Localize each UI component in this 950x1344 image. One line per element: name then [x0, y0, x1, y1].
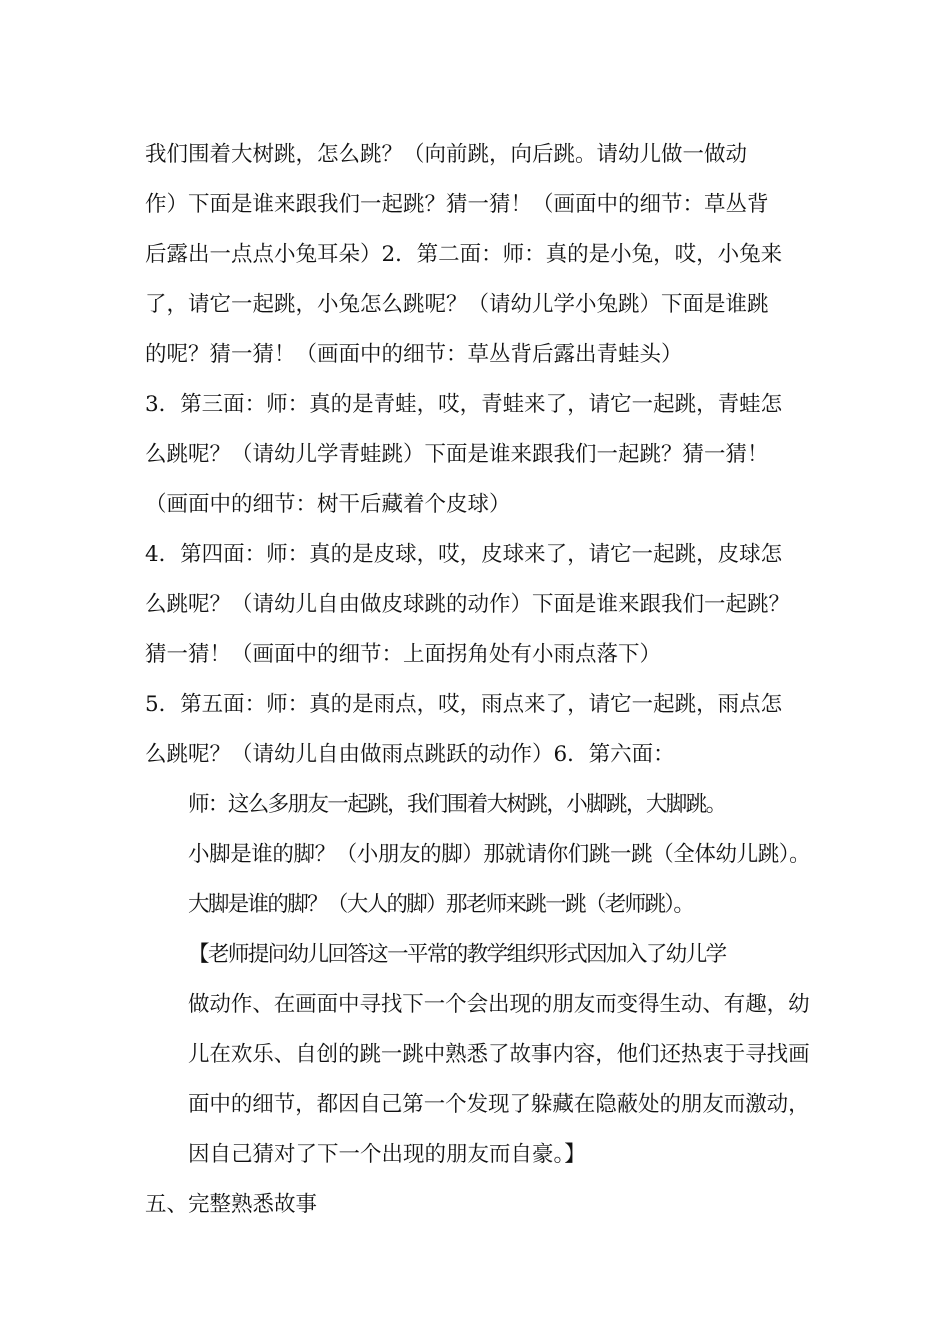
paragraph — [145, 530, 810, 680]
text-line: 后露出一点点小兔耳朵）2．第二面：师：真的是小兔，哎，小兔来 — [145, 242, 783, 267]
paragraph — [145, 780, 810, 880]
text-line: 了，请它一起跳，小兔怎么跳呢？（请幼儿学小兔跳）下面是谁跳 — [145, 292, 769, 317]
text-line: 大脚是谁的脚？（大人的脚）那老师来跳一跳（老师跳）。 — [188, 892, 694, 917]
text-line: 儿在欢乐、自创的跳一跳中熟悉了故事内容，他们还热衷于寻找画 — [188, 1042, 810, 1067]
paragraph — [145, 380, 810, 530]
text-line: 的呢？猜一猜！（画面中的细节：草丛背后露出青蛙头） — [145, 342, 683, 367]
text-line: 作）下面是谁来跟我们一起跳？猜一猜！（画面中的细节：草丛背 — [145, 192, 769, 217]
text-line: 4．第四面：师：真的是皮球，哎，皮球来了，请它一起跳，皮球怎 — [145, 542, 783, 567]
text-line: 猜一猜！（画面中的细节：上面拐角处有小雨点落下） — [145, 642, 662, 667]
text-line: 五、完整熟悉故事 — [145, 1192, 318, 1217]
text-line: 小脚是谁的脚？（小朋友的脚）那就请你们跳一跳（全体幼儿跳）。 — [188, 842, 811, 867]
text-line: 【老师提问幼儿回答这一平常的教学组织形式因加入了幼儿学 — [188, 942, 726, 967]
paragraph — [145, 880, 810, 930]
text-line: 因自己猜对了下一个出现的朋友而自豪。】 — [188, 1142, 586, 1167]
text-line: 3．第三面：师：真的是青蛙，哎，青蛙来了，请它一起跳，青蛙怎 — [145, 392, 783, 417]
text-line: 么跳呢？（请幼儿学青蛙跳）下面是谁来跟我们一起跳？猜一猜！ — [145, 442, 769, 467]
paragraph — [145, 130, 810, 380]
text-line: 么跳呢？（请幼儿自由做雨点跳跃的动作）6．第六面： — [145, 742, 675, 767]
text-line: 我们围着大树跳，怎么跳？（向前跳，向后跳。请幼儿做一做动 — [145, 142, 748, 167]
text-line: 面中的细节，都因自己第一个发现了躲藏在隐蔽处的朋友而激动， — [188, 1092, 810, 1117]
text-line: 做动作、在画面中寻找下一个会出现的朋友而变得生动、有趣，幼 — [188, 992, 810, 1017]
paragraph — [145, 680, 810, 780]
paragraph — [145, 930, 810, 1180]
text-line: 5．第五面：师：真的是雨点，哎，雨点来了，请它一起跳，雨点怎 — [145, 692, 783, 717]
document-body — [145, 130, 810, 1230]
text-line: 师：这么多朋友一起跳，我们围着大树跳，小脚跳，大脚跳。 — [188, 792, 726, 817]
text-line: （画面中的细节：树干后藏着个皮球） — [145, 492, 511, 517]
text-line: 么跳呢？（请幼儿自由做皮球跳的动作）下面是谁来跟我们一起跳？ — [145, 592, 791, 617]
paragraph — [145, 1180, 810, 1230]
